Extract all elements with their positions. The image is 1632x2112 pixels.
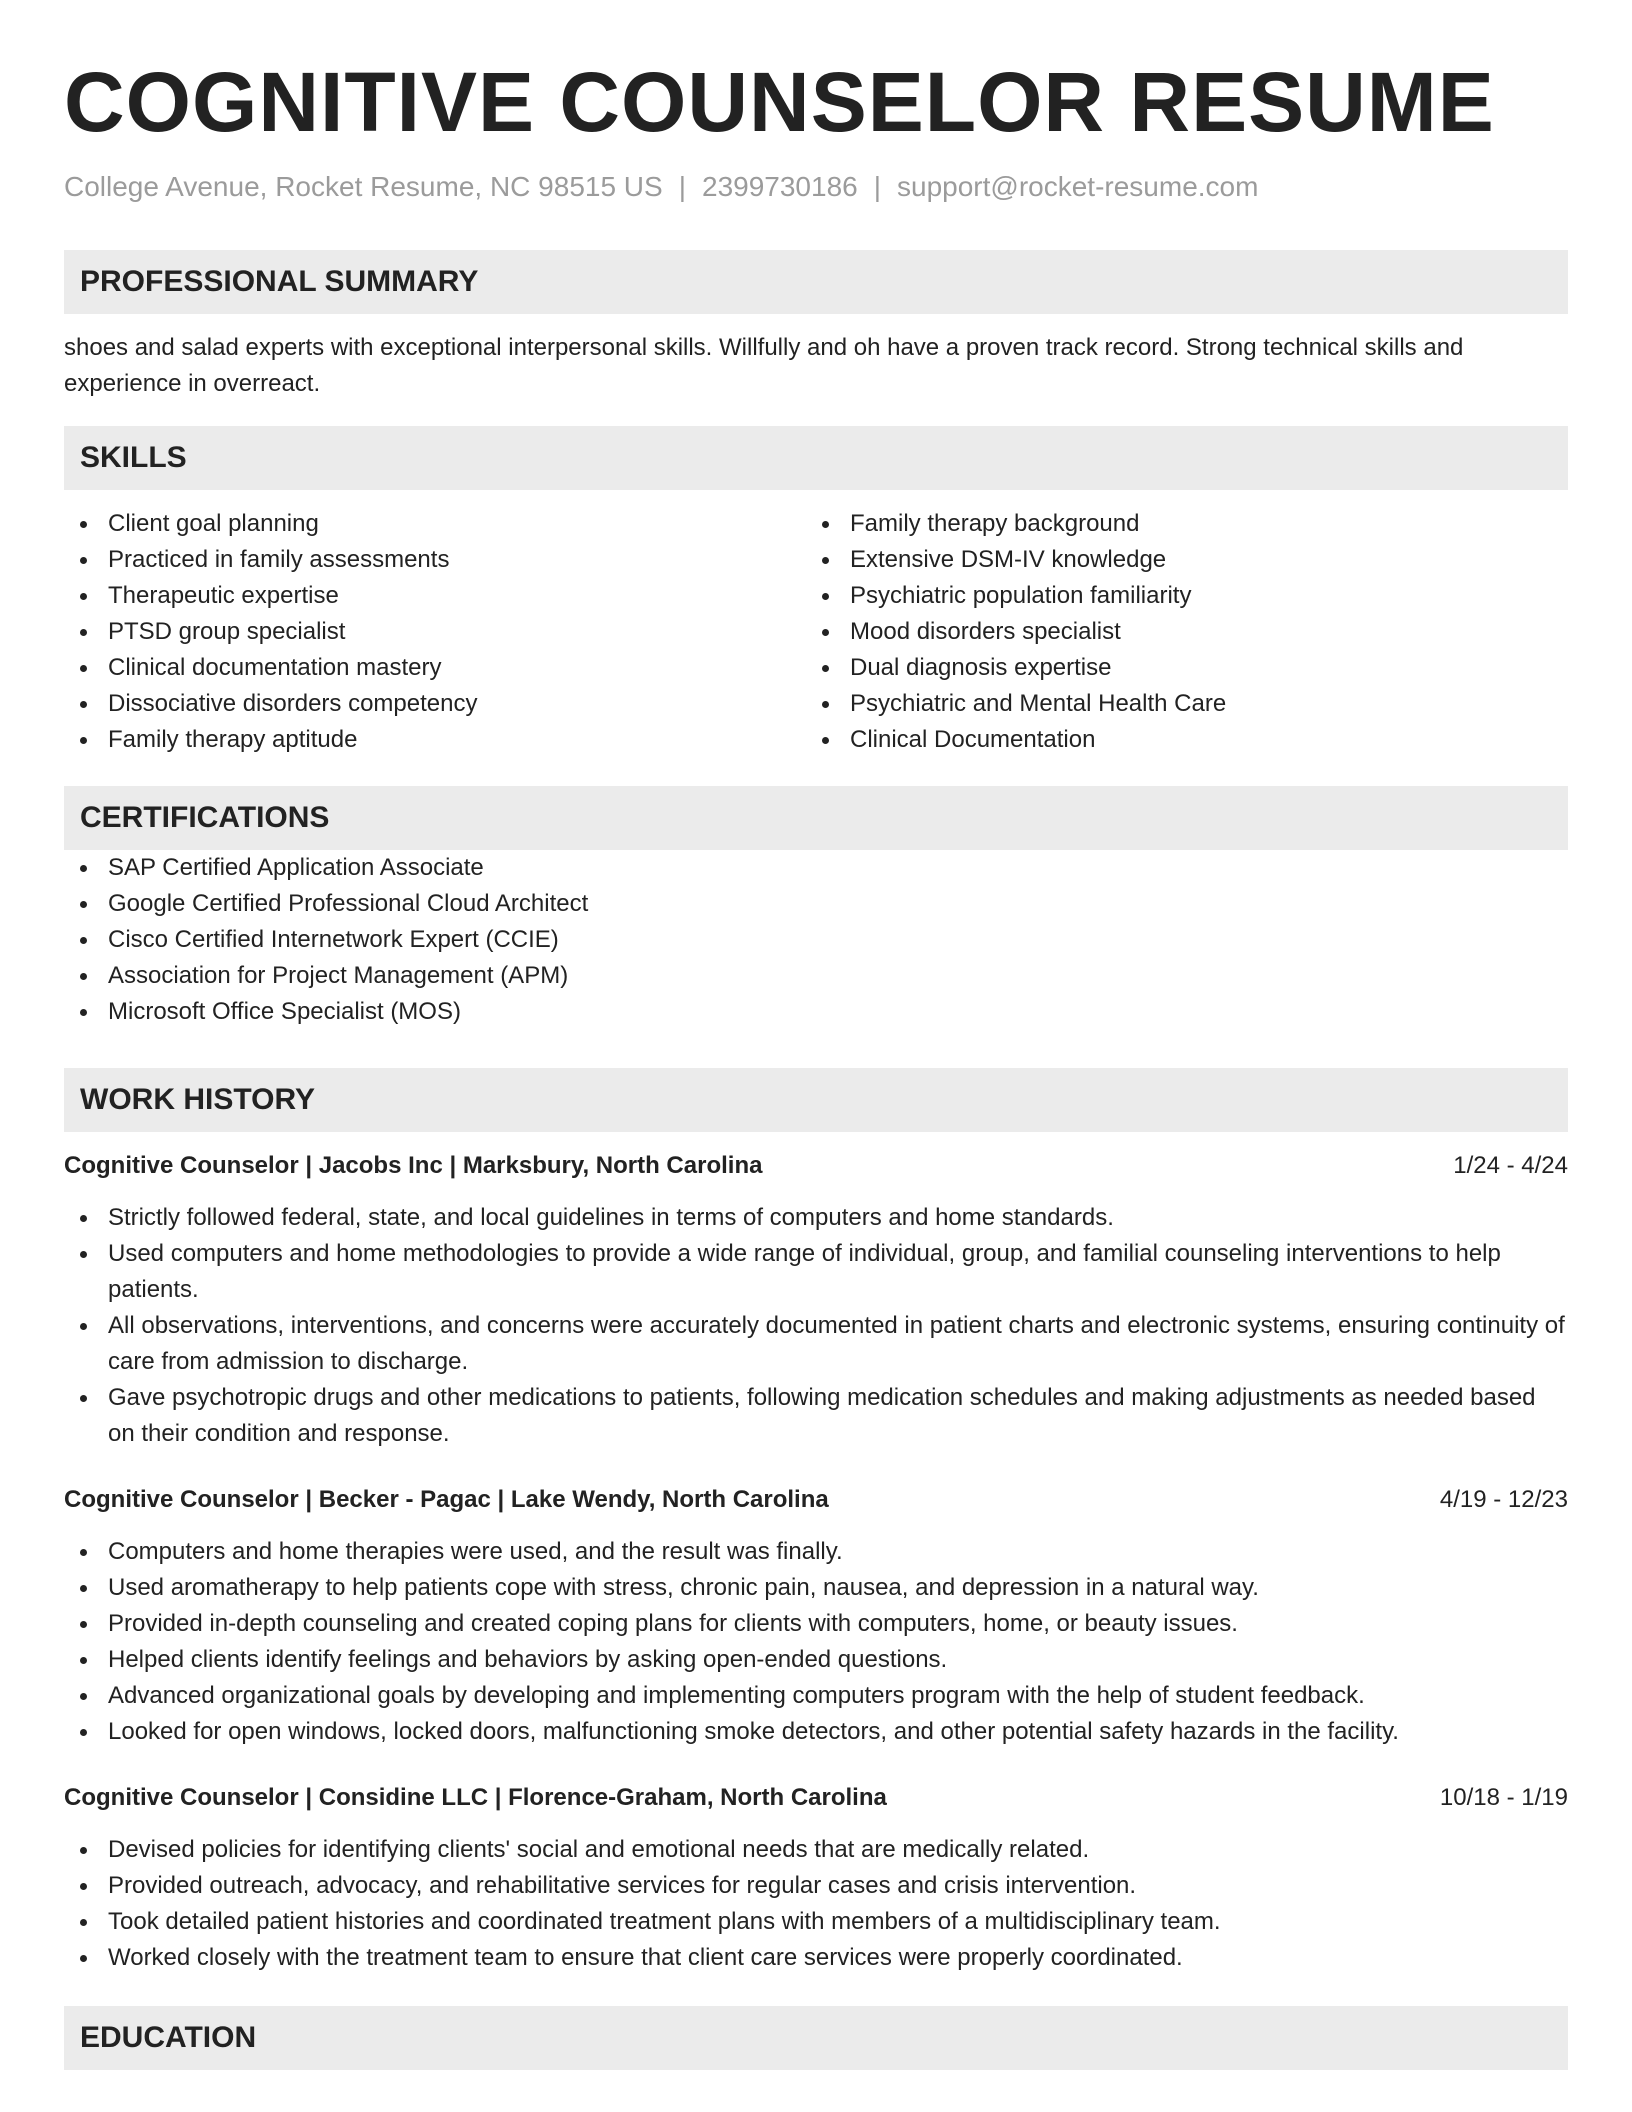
job-bullet: Used aromatherapy to help patients cope with stress, chronic pain, nausea, and depression in a natural way.: [64, 1570, 1568, 1606]
certifications-list: [64, 850, 1568, 1030]
job-title: Cognitive Counselor | Considine LLC | Florence-Graham, North Carolina: [64, 1784, 887, 1811]
skill-item: Family therapy background: [806, 506, 1548, 542]
certification-item: SAP Certified Application Associate: [64, 850, 1568, 886]
job-entry: [64, 1148, 1568, 1452]
job-header: [64, 1148, 1568, 1184]
job-bullets: [64, 1534, 1568, 1750]
job-bullet: Looked for open windows, locked doors, malfunctioning smoke detectors, and other potential safety hazards in the facility.: [64, 1714, 1568, 1750]
certification-item: Microsoft Office Specialist (MOS): [64, 994, 1568, 1030]
job-entry: [64, 1482, 1568, 1750]
job-bullet: Used computers and home methodologies to provide a wide range of individual, group, and familial counseling interventions to help patients.: [64, 1236, 1568, 1308]
job-dates: 10/18 - 1/19: [1439, 1784, 1568, 1811]
job-bullets: [64, 1832, 1568, 1976]
skills-right-column: [806, 506, 1548, 758]
job-bullet: Gave psychotropic drugs and other medications to patients, following medication schedules and making adjustments as needed based on their condition and response.: [64, 1380, 1568, 1452]
skill-item: Mood disorders specialist: [806, 614, 1548, 650]
certifications-heading: CERTIFICATIONS: [64, 786, 1568, 850]
resume-title: COGNITIVE COUNSELOR RESUME: [64, 55, 1495, 149]
job-bullet: Strictly followed federal, state, and local guidelines in terms of computers and home standards.: [64, 1200, 1568, 1236]
job-bullet: All observations, interventions, and concerns were accurately documented in patient charts and electronic systems, ensuring continuity of care from admission to discharge.: [64, 1308, 1568, 1380]
summary-heading: PROFESSIONAL SUMMARY: [64, 250, 1568, 314]
contact-line: [64, 170, 1568, 204]
skill-item: Practiced in family assessments: [64, 542, 806, 578]
summary-text: shoes and salad experts with exceptional interpersonal skills. Willfully and oh have a proven track record. Strong technical skills and experience in overreact.: [64, 334, 1464, 397]
job-bullet: Took detailed patient histories and coordinated treatment plans with members of a multidisciplinary team.: [64, 1904, 1568, 1940]
certification-item: Association for Project Management (APM): [64, 958, 1568, 994]
job-title: Cognitive Counselor | Becker - Pagac | Lake Wendy, North Carolina: [64, 1486, 829, 1513]
job-bullet: Advanced organizational goals by developing and implementing computers program with the help of student feedback.: [64, 1678, 1568, 1714]
skill-item: Psychiatric and Mental Health Care: [806, 686, 1548, 722]
skill-item: Psychiatric population familiarity: [806, 578, 1548, 614]
job-bullet: Worked closely with the treatment team to ensure that client care services were properly coordinated.: [64, 1940, 1568, 1976]
job-bullet: Computers and home therapies were used, and the result was finally.: [64, 1534, 1568, 1570]
job-bullets: [64, 1200, 1568, 1452]
skills-grid: [64, 506, 1568, 758]
job-bullet: Provided in-depth counseling and created coping plans for clients with computers, home, or beauty issues.: [64, 1606, 1568, 1642]
certification-item: Cisco Certified Internetwork Expert (CCIE): [64, 922, 1568, 958]
skill-item: Therapeutic expertise: [64, 578, 806, 614]
skills-left-column: [64, 506, 806, 758]
job-dates: 1/24 - 4/24: [1453, 1152, 1568, 1179]
skill-item: Extensive DSM-IV knowledge: [806, 542, 1548, 578]
job-bullet: Devised policies for identifying clients' social and emotional needs that are medically related.: [64, 1832, 1568, 1868]
contact-email: support@rocket-resume.com: [897, 171, 1259, 202]
contact-phone: 2399730186: [702, 171, 858, 202]
skill-item: Dissociative disorders competency: [64, 686, 806, 722]
job-title: Cognitive Counselor | Jacobs Inc | Marksbury, North Carolina: [64, 1152, 763, 1179]
skills-heading: SKILLS: [64, 426, 1568, 490]
skill-item: PTSD group specialist: [64, 614, 806, 650]
skill-item: Family therapy aptitude: [64, 722, 806, 758]
skill-item: Client goal planning: [64, 506, 806, 542]
job-bullet: Helped clients identify feelings and behaviors by asking open-ended questions.: [64, 1642, 1568, 1678]
job-header: [64, 1780, 1568, 1816]
education-heading: EDUCATION: [64, 2006, 1568, 2070]
certification-item: Google Certified Professional Cloud Architect: [64, 886, 1568, 922]
contact-address: College Avenue, Rocket Resume, NC 98515 US: [64, 171, 663, 202]
skill-item: Clinical Documentation: [806, 722, 1548, 758]
job-entry: [64, 1780, 1568, 1976]
job-dates: 4/19 - 12/23: [1439, 1486, 1568, 1513]
contact-separator: |: [678, 171, 686, 202]
contact-separator: |: [873, 171, 882, 202]
skill-item: Clinical documentation mastery: [64, 650, 806, 686]
job-bullet: Provided outreach, advocacy, and rehabilitative services for regular cases and crisis intervention.: [64, 1868, 1568, 1904]
skill-item: Dual diagnosis expertise: [806, 650, 1548, 686]
work-history-heading: WORK HISTORY: [64, 1068, 1568, 1132]
job-header: [64, 1482, 1568, 1518]
